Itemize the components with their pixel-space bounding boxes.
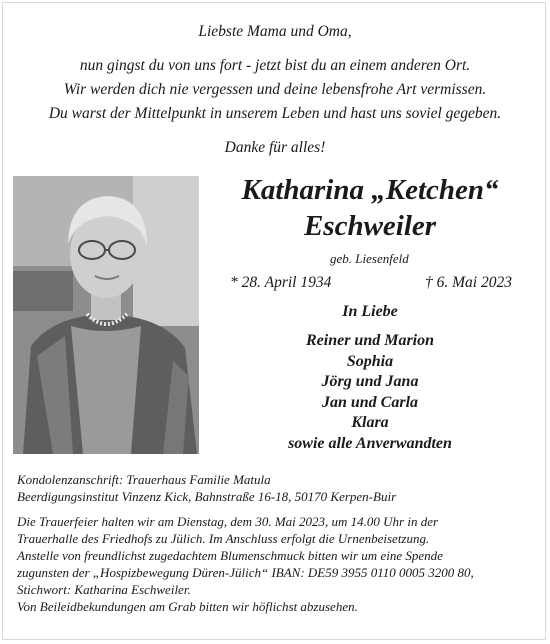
poem-line: Du warst der Mittelpunkt in unserem Leben und hast uns soviel gegeben. bbox=[48, 105, 502, 122]
deceased-last-name: Eschweiler bbox=[303, 210, 437, 242]
address-line: Kondolenzanschrift: Trauerhaus Familie Matula bbox=[17, 472, 271, 487]
ceremony-line: Die Trauerfeier halten wir am Dienstag, dem 30. Mai 2023, um 14.00 Uhr in der bbox=[17, 514, 439, 529]
mourner: Reiner und Marion bbox=[305, 332, 435, 349]
notice-info bbox=[17, 471, 537, 615]
donation-line: zugunsten der „Hospizbewegung Düren-Jülich“ IBAN: DE59 3955 0110 0005 3200 80, bbox=[17, 565, 474, 580]
death-date: † 6. Mai 2023 bbox=[425, 274, 512, 291]
mourner: sowie alle Anverwandten bbox=[288, 434, 452, 452]
poem-line: nun gingst du von uns fort - jetzt bist du an einem anderen Ort. bbox=[79, 57, 471, 74]
deceased-first-name: Katharina „Ketchen“ bbox=[241, 174, 499, 206]
maiden-name: geb. Liesenfeld bbox=[330, 251, 409, 266]
address-line: Beerdigungsinstitut Vinzenz Kick, Bahnstraße 16-18, 50170 Kerpen-Buir bbox=[17, 489, 397, 504]
donation-line: Anstelle von freundlichst zugedachtem Blumenschmuck bitten wir um eine Spende bbox=[17, 548, 443, 563]
mourner: Sophia bbox=[346, 352, 394, 370]
ceremony-line: Trauerhalle des Friedhofs zu Jülich. Im Anschluss erfolgt die Urnenbeisetzung. bbox=[17, 531, 430, 546]
portrait-illustration bbox=[13, 176, 199, 454]
mourner: Klara bbox=[351, 414, 389, 431]
mourners-heading: In Liebe bbox=[342, 303, 398, 320]
mourners-list bbox=[210, 331, 530, 454]
portrait-photo bbox=[13, 176, 199, 454]
poem bbox=[0, 20, 550, 160]
birth-date: * 28. April 1934 bbox=[230, 274, 332, 291]
deceased-name bbox=[210, 172, 530, 244]
poem-line: Danke für alles! bbox=[224, 139, 326, 156]
donation-line: Stichwort: Katharina Eschweiler. bbox=[17, 582, 191, 597]
closing-line: Von Beileidbekundungen am Grab bitten wir höflichst abzusehen. bbox=[17, 599, 358, 614]
mourner: Jörg und Jana bbox=[321, 373, 419, 390]
mourner: Jan und Carla bbox=[321, 393, 419, 411]
poem-line: Liebste Mama und Oma, bbox=[198, 23, 352, 40]
poem-line: Wir werden dich nie vergessen und deine lebensfrohe Art vermissen. bbox=[63, 81, 487, 98]
